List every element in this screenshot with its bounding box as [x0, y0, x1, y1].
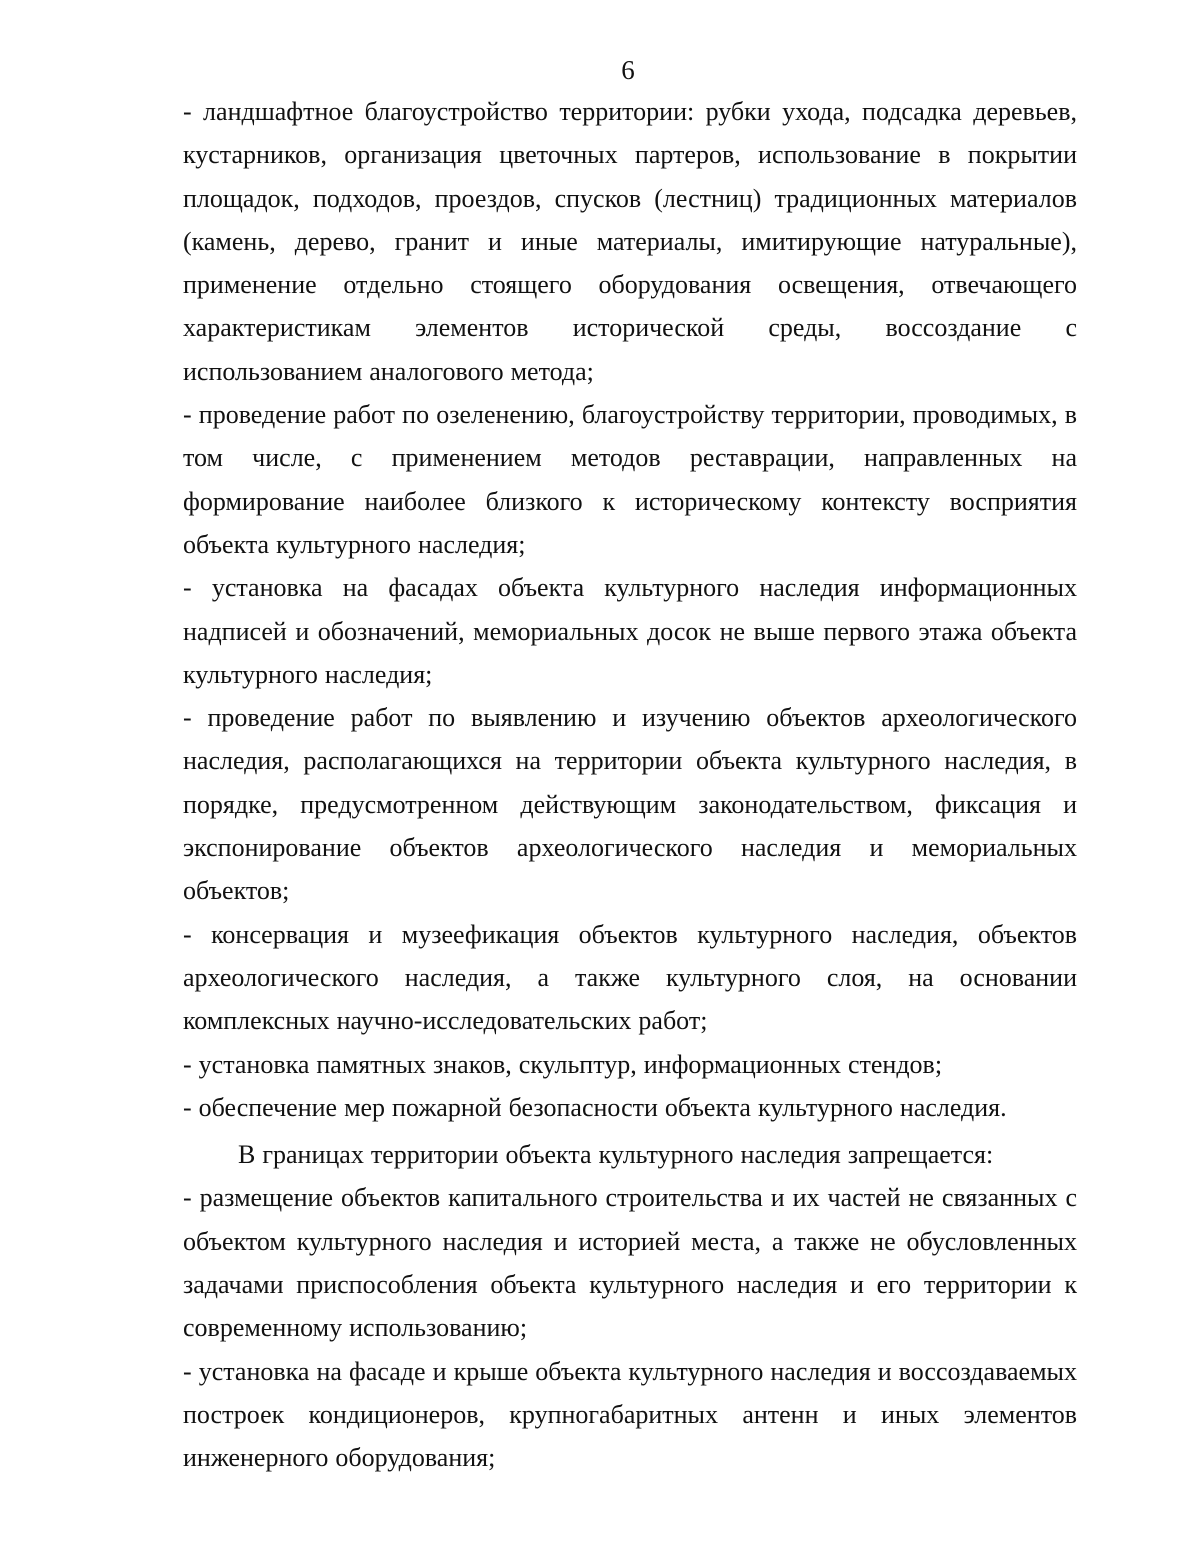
paragraph-memorials: - установка памятных знаков, скульптур, информационных стендов; — [183, 1049, 943, 1079]
paragraph-landscaping: - ландшафтное благоустройство территории: рубки ухода, подсадка деревьев, кустарников, организация цветочных партеров, использование в покрытии площадок, подходов, проездов, спусков (лестниц) традиционных материалов (камень, дерево, гранит и иные материалы, имитирующие натуральные), применение отдельно стоящего оборудования освещения, отвечающего характеристикам элементов исторической среды, воссоздание с использованием аналогового метода; — [183, 97, 1077, 386]
document-body — [183, 90, 1077, 1480]
paragraph-greening: - проведение работ по озеленению, благоустройству территории, проводимых, в том числе, с применением методов реставрации, направленных на формирование наиболее близкого к историческому контексту восприятия объекта культурного наследия; — [183, 400, 1077, 559]
paragraph-prohibitions-heading: В границах территории объекта культурного наследия запрещается: — [238, 1140, 994, 1170]
paragraph-facade-signs: - установка на фасадах объекта культурного наследия информационных надписей и обозначений, мемориальных досок не выше первого этажа объекта культурного наследия; — [183, 573, 1077, 689]
paragraph-capital-construction: - размещение объектов капитального строительства и их частей не связанных с объектом культурного наследия и историей места, а также не обусловленных задачами приспособления объекта культурного наследия и его территории к современному использованию; — [183, 1183, 1077, 1343]
paragraph-fire-safety: - обеспечение мер пожарной безопасности объекта культурного наследия. — [183, 1092, 1007, 1122]
paragraph-archaeology: - проведение работ по выявлению и изучению объектов археологического наследия, располагающихся на территории объекта культурного наследия, в порядке, предусмотренном действующим законодательством, фиксация и экспонирование объектов археологического наследия и мемориальных объектов; — [183, 703, 1077, 906]
paragraph-conservation: - консервация и музеефикация объектов культурного наследия, объектов археологического наследия, а также культурного слоя, на основании комплексных научно-исследовательских работ; — [183, 919, 1077, 1036]
paragraph-engineering-equipment: - установка на фасаде и крыше объекта культурного наследия и воссоздаваемых построек кондиционеров, крупногабаритных антенн и иных элементов инженерного оборудования; — [183, 1356, 1077, 1473]
page-number: 6 — [621, 55, 635, 85]
